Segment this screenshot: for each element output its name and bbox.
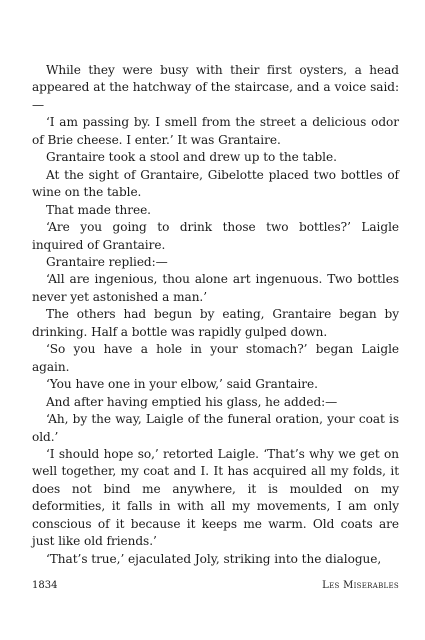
paragraph: Grantaire replied:—: [46, 254, 168, 269]
paragraph: ‘I should hope so,’ retorted Laigle. ‘That’s why we get on well together, my coat and I. It has acquired all my folds, it does not bind me anywhere, it is moulded on my deformities, it falls in with all my movements, I am only conscious of it because it keeps me warm. Old coats are just like old friends.’: [32, 446, 399, 549]
paragraph: ‘Ah, by the way, Laigle of the funeral oration, your coat is old.’: [32, 412, 399, 444]
page-body: [32, 62, 399, 568]
paragraph: ‘I am passing by. I smell from the street a delicious odor of Brie cheese. I enter.’ It was Grantaire.: [32, 115, 399, 147]
paragraph: And after having emptied his glass, he added:—: [46, 394, 338, 409]
paragraph: ‘You have one in your elbow,’ said Grantaire.: [46, 377, 318, 392]
paragraph: ‘That’s true,’ ejaculated Joly, striking into the dialogue,: [46, 551, 382, 566]
paragraph: That made three.: [46, 202, 151, 217]
paragraph: Grantaire took a stool and drew up to the table.: [46, 150, 337, 165]
paragraph: At the sight of Grantaire, Gibelotte placed two bottles of wine on the table.: [32, 167, 399, 200]
paragraph: ‘So you have a hole in your stomach?’ began Laigle again.: [32, 342, 399, 374]
paragraph: The others had begun by eating, Grantaire began by drinking. Half a bottle was rapidly gulped down.: [32, 307, 399, 339]
paragraph: While they were busy with their first oysters, a head appeared at the hatchway of the staircase, and a voice said:—: [32, 63, 399, 112]
paragraph: ‘All are ingenious, thou alone art ingenuous. Two bottles never yet astonished a man.’: [32, 272, 399, 304]
page-number: 1834: [32, 580, 58, 591]
paragraph: ‘Are you going to drink those two bottles?’ Laigle inquired of Grantaire.: [32, 220, 399, 252]
running-title: Les Miserables: [322, 580, 399, 591]
